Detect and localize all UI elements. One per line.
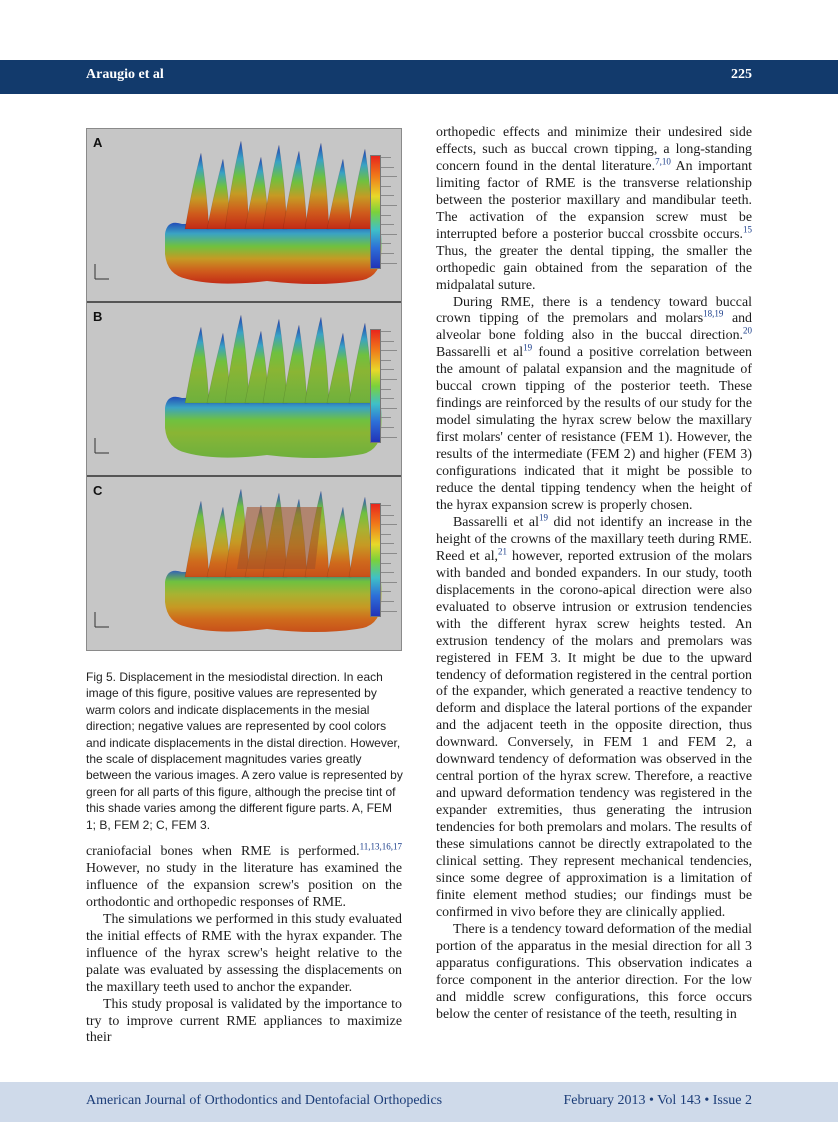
tooth-root xyxy=(225,141,249,229)
tooth-root xyxy=(327,333,351,403)
paragraph: The simulations we performed in this study evaluated the initial effects of RME with the hyrax expander. The influence of the hyrax screw's height relative to the palate was evaluated by assessing the displacements on the maxillary teeth used to anchor the expander. xyxy=(86,911,402,995)
running-header-authors: Araugio et al xyxy=(86,67,164,82)
journal-name: American Journal of Orthodontics and Dentofacial Orthopedics xyxy=(86,1093,443,1108)
citation[interactable]: 11,13,16,17 xyxy=(359,841,402,852)
color-scale-legend xyxy=(370,155,381,269)
crown-block xyxy=(165,395,382,458)
axis-triad-icon xyxy=(95,264,109,279)
crown-block xyxy=(165,221,382,284)
page-number: 225 xyxy=(731,67,752,82)
panel-letter-a: A xyxy=(93,135,103,150)
tooth-root xyxy=(305,143,329,229)
tooth-root xyxy=(263,145,287,229)
tooth-root xyxy=(185,153,209,229)
color-scale-legend xyxy=(370,329,381,443)
tooth-root xyxy=(225,315,249,403)
color-scale-legend xyxy=(370,503,381,617)
axis-triad-icon xyxy=(95,612,109,627)
tooth-root xyxy=(283,325,307,403)
tooth-root xyxy=(327,507,351,577)
running-footer xyxy=(0,1082,838,1122)
panel-letter-c: C xyxy=(93,483,103,498)
paragraph: This study proposal is validated by the importance to try to improve current RME appliances to maximize their xyxy=(86,996,402,1046)
tooth-root xyxy=(283,151,307,229)
tooth-root xyxy=(185,501,209,577)
color-scale-ticks xyxy=(381,157,401,272)
citation[interactable]: 15 xyxy=(743,224,752,235)
figure-5 xyxy=(86,128,402,651)
fem-tooth-model xyxy=(87,303,401,475)
citation[interactable]: 19 xyxy=(538,512,548,523)
citation[interactable]: 19 xyxy=(523,342,533,353)
panel-letter-b: B xyxy=(93,309,103,324)
axis-triad-icon xyxy=(95,438,109,453)
expander-arm xyxy=(237,507,322,569)
tooth-root xyxy=(305,317,329,403)
figure-panel-c xyxy=(87,477,401,650)
fem-tooth-model xyxy=(87,129,401,301)
paragraph: During RME, there is a tendency toward buccal crown tipping of the premolars and molars$^{18,19}$ and alveolar bone folding also in the buccal direction.$^{20}$ Bassarelli et $al^{19}$ found a positive correlation between the amount of palatal expansion and the magnitude of buccal crown tipping of the posterior teeth. These findings are reinforced by the results of our study for the model simulating the hyrax screw below the maxillary first molars' center of resistance (FEM 1). However, the results of the intermediate (FEM 2) and higher (FEM 3) configurations indicated that it might be possible to reduce the dental tipping tendency when the height of the hyrax expansion screw is properly chosen. xyxy=(436,294,753,513)
color-scale-ticks xyxy=(381,331,401,446)
running-header xyxy=(0,60,838,94)
left-text-column xyxy=(86,841,402,1047)
fem-tooth-model xyxy=(87,477,401,649)
citation[interactable]: 21 xyxy=(498,546,508,557)
paragraph: craniofacial bones when RME is performed.$^{11,13,16,17}$ However, no study in the literature has examined the influence of the expansion screw's position on the orthodontic and orthopedic responses of RME. xyxy=(86,841,402,910)
crown-block xyxy=(165,569,382,632)
figure-panel-b xyxy=(87,303,401,475)
paragraph: orthopedic effects and minimize their undesired side effects, such as buccal crown tipping, a long-standing concern found in the dental literature.$^{7,10}$ An important limiting factor of RME is the transverse relationship between the posterior maxillary and mandibular teeth. The activation of the expansion screw must be interrupted before a posterior buccal crossbite occurs.$^{15}$ Thus, the greater the dental tipping, the smaller the orthopedic gain obtained from the separation of the midpalatal suture. xyxy=(436,125,753,293)
right-text-column xyxy=(436,125,752,1024)
paragraph: There is a tendency toward deformation of the medial portion of the apparatus in the mesial direction for all 3 apparatus configurations. This observation indicates a force component in the anterior direction. For the low and middle screw configurations, this force occurs below the center of resistance of the teeth, resulting in xyxy=(436,921,752,1022)
citation[interactable]: 7,10 xyxy=(655,156,671,167)
citation[interactable]: 18,19 xyxy=(703,308,724,319)
figure-panel-a xyxy=(87,129,401,301)
paragraph: Bassarelli et $al^{19}$ did not identify an increase in the height of the crowns of the maxillary teeth during RME. Reed et al,$^{21}$ however, reported extrusion of the molars with banded and bonded expanders. In our study, tooth displacements in the corono-apical direction were also evaluated to observe intrusion or extrusion tendencies with the different hyrax screw heights tested. An extrusion tendency of the molars and premolars was registered in FEM 3. It might be due to the upward tendency of deformation registered in the central portion of the expander, which generated a reactive tendency to deform and displace the lateral portions of the expander and the adjacent teeth in the opposite direction, thus downward. Conversely, in FEM 1 and FEM 2, a downward tendency of deformation was observed in the central portion of the hyrax screw. Therefore, a reactive and upward deformation tendency was registered in the expander extremities, thus generating the intrusion tendencies for both premolars and molars. The results of these simulations cannot be directly extrapolated to the clinical setting. They represent mechanical tendencies, since some degree of approximation is a limitation of finite element method studies; our findings must be confirmed in vivo before they are clinically applied. xyxy=(436,512,752,920)
tooth-root xyxy=(185,327,209,403)
tooth-root xyxy=(327,159,351,229)
figure-caption: Fig 5. Displacement in the mesiodistal direction. In each image of this figure, positive values are represented by warm colors and indicate displacements in the mesial direction; negative values are represented by cool colors and indicate displacements in the distal direction. However, the scale of displacement magnitudes varies greatly between the various images. A zero value is represented by green for all parts of this figure, although the precise tint of this shade varies among the different figure parts. A, FEM 1; B, FEM 2; C, FEM 3. xyxy=(86,670,403,832)
color-scale-ticks xyxy=(381,505,401,620)
issue-info: February 2013 • Vol 143 • Issue 2 xyxy=(563,1093,752,1108)
citation[interactable]: 20 xyxy=(743,325,752,336)
tooth-root xyxy=(263,319,287,403)
